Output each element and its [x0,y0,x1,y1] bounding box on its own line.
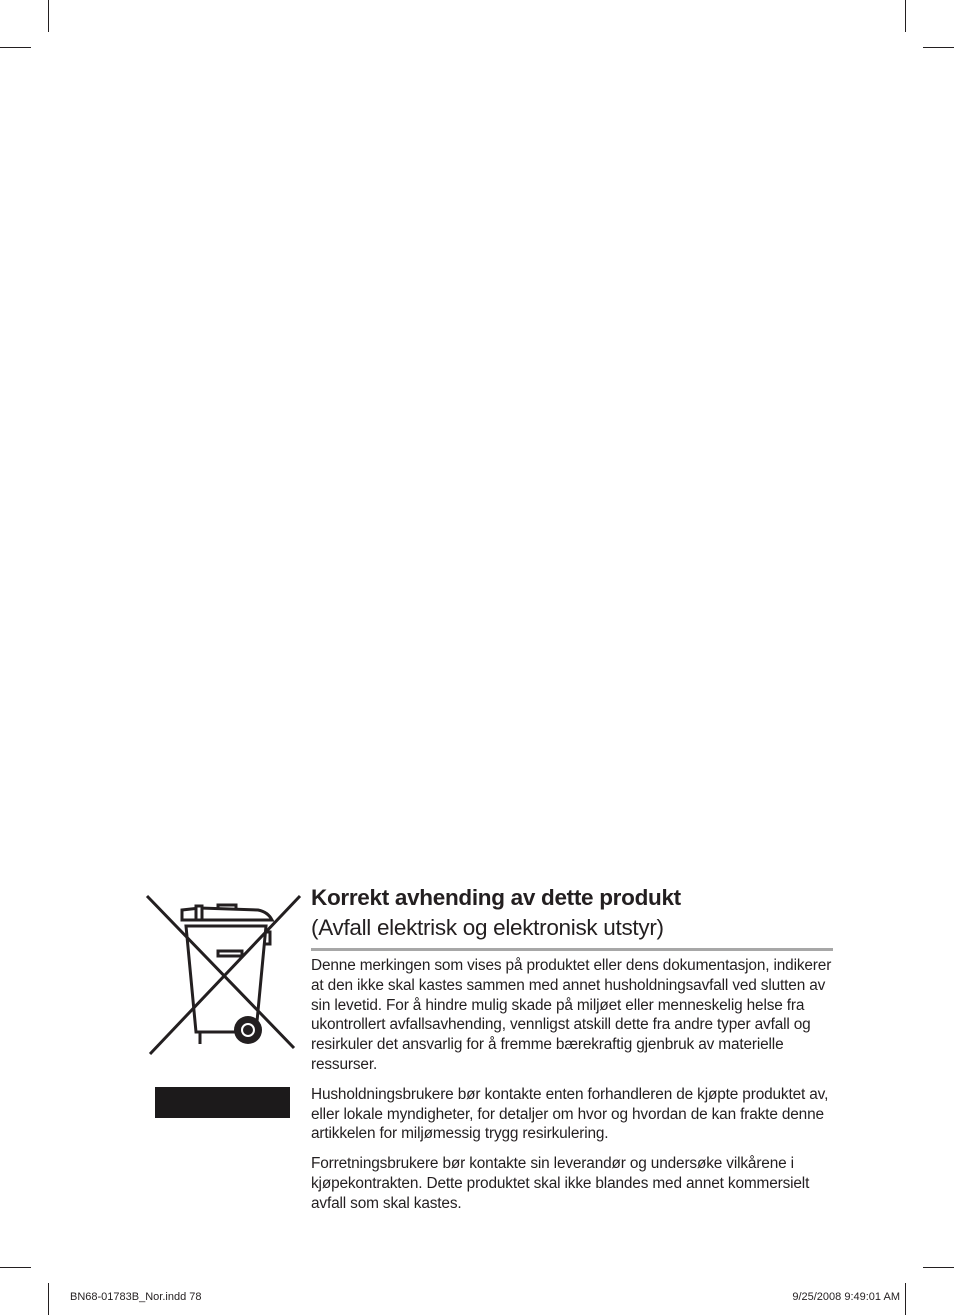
section-title: Korrekt avhending av dette produkt [311,885,681,910]
crop-mark-top-left-vertical [48,0,49,32]
black-bar-marker [155,1087,290,1118]
crop-mark-bottom-left-horizontal [0,1267,31,1268]
crop-mark-top-right-horizontal [923,47,954,48]
title-underline [311,948,833,951]
crossed-out-wheelie-bin-icon [140,890,310,1065]
crop-mark-bottom-right-horizontal [923,1267,954,1268]
paragraph-marking: Denne merkingen som vises på produktet eller dens dokumentasjon, indikerer at den ikke skal kastes sammen med annet husholdningsavfall ved slutten av sin levetid. For å hindre mulig skade på miljøet eller menneskelig helse fra ukontrollert avfallsavhending, vennligst atskill dette fra andre typer avfall og resirkuler det ansvarlig for å fremme bærekraftig gjenbruk av materielle ressurser. [311,957,832,1073]
paragraph-business-users: Forretningsbrukere bør kontakte sin leverandør og undersøke vilkårene i kjøpekontrakten. Dette produktet skal ikke blandes med annet kommersielt avfall som skal kastes. [311,1155,810,1212]
paragraph-household-users: Husholdningsbrukere bør kontakte enten forhandleren de kjøpte produktet av, eller lokale myndigheter, for detaljer om hvor og hvordan de kan frakte denne artikkelen for miljømessig trygg resirkulering. [311,1085,829,1143]
crop-mark-top-right-vertical [905,0,906,32]
section-subtitle: (Avfall elektrisk og elektronisk utstyr) [311,915,664,940]
disposal-section [311,883,833,1214]
footer-timestamp: 9/25/2008 9:49:01 AM [792,1291,900,1303]
crop-mark-bottom-right-vertical [905,1283,906,1315]
crop-mark-bottom-left-vertical [48,1283,49,1315]
footer-file-label: BN68-01783B_Nor.indd 78 [70,1291,202,1303]
crop-mark-top-left-horizontal [0,47,31,48]
